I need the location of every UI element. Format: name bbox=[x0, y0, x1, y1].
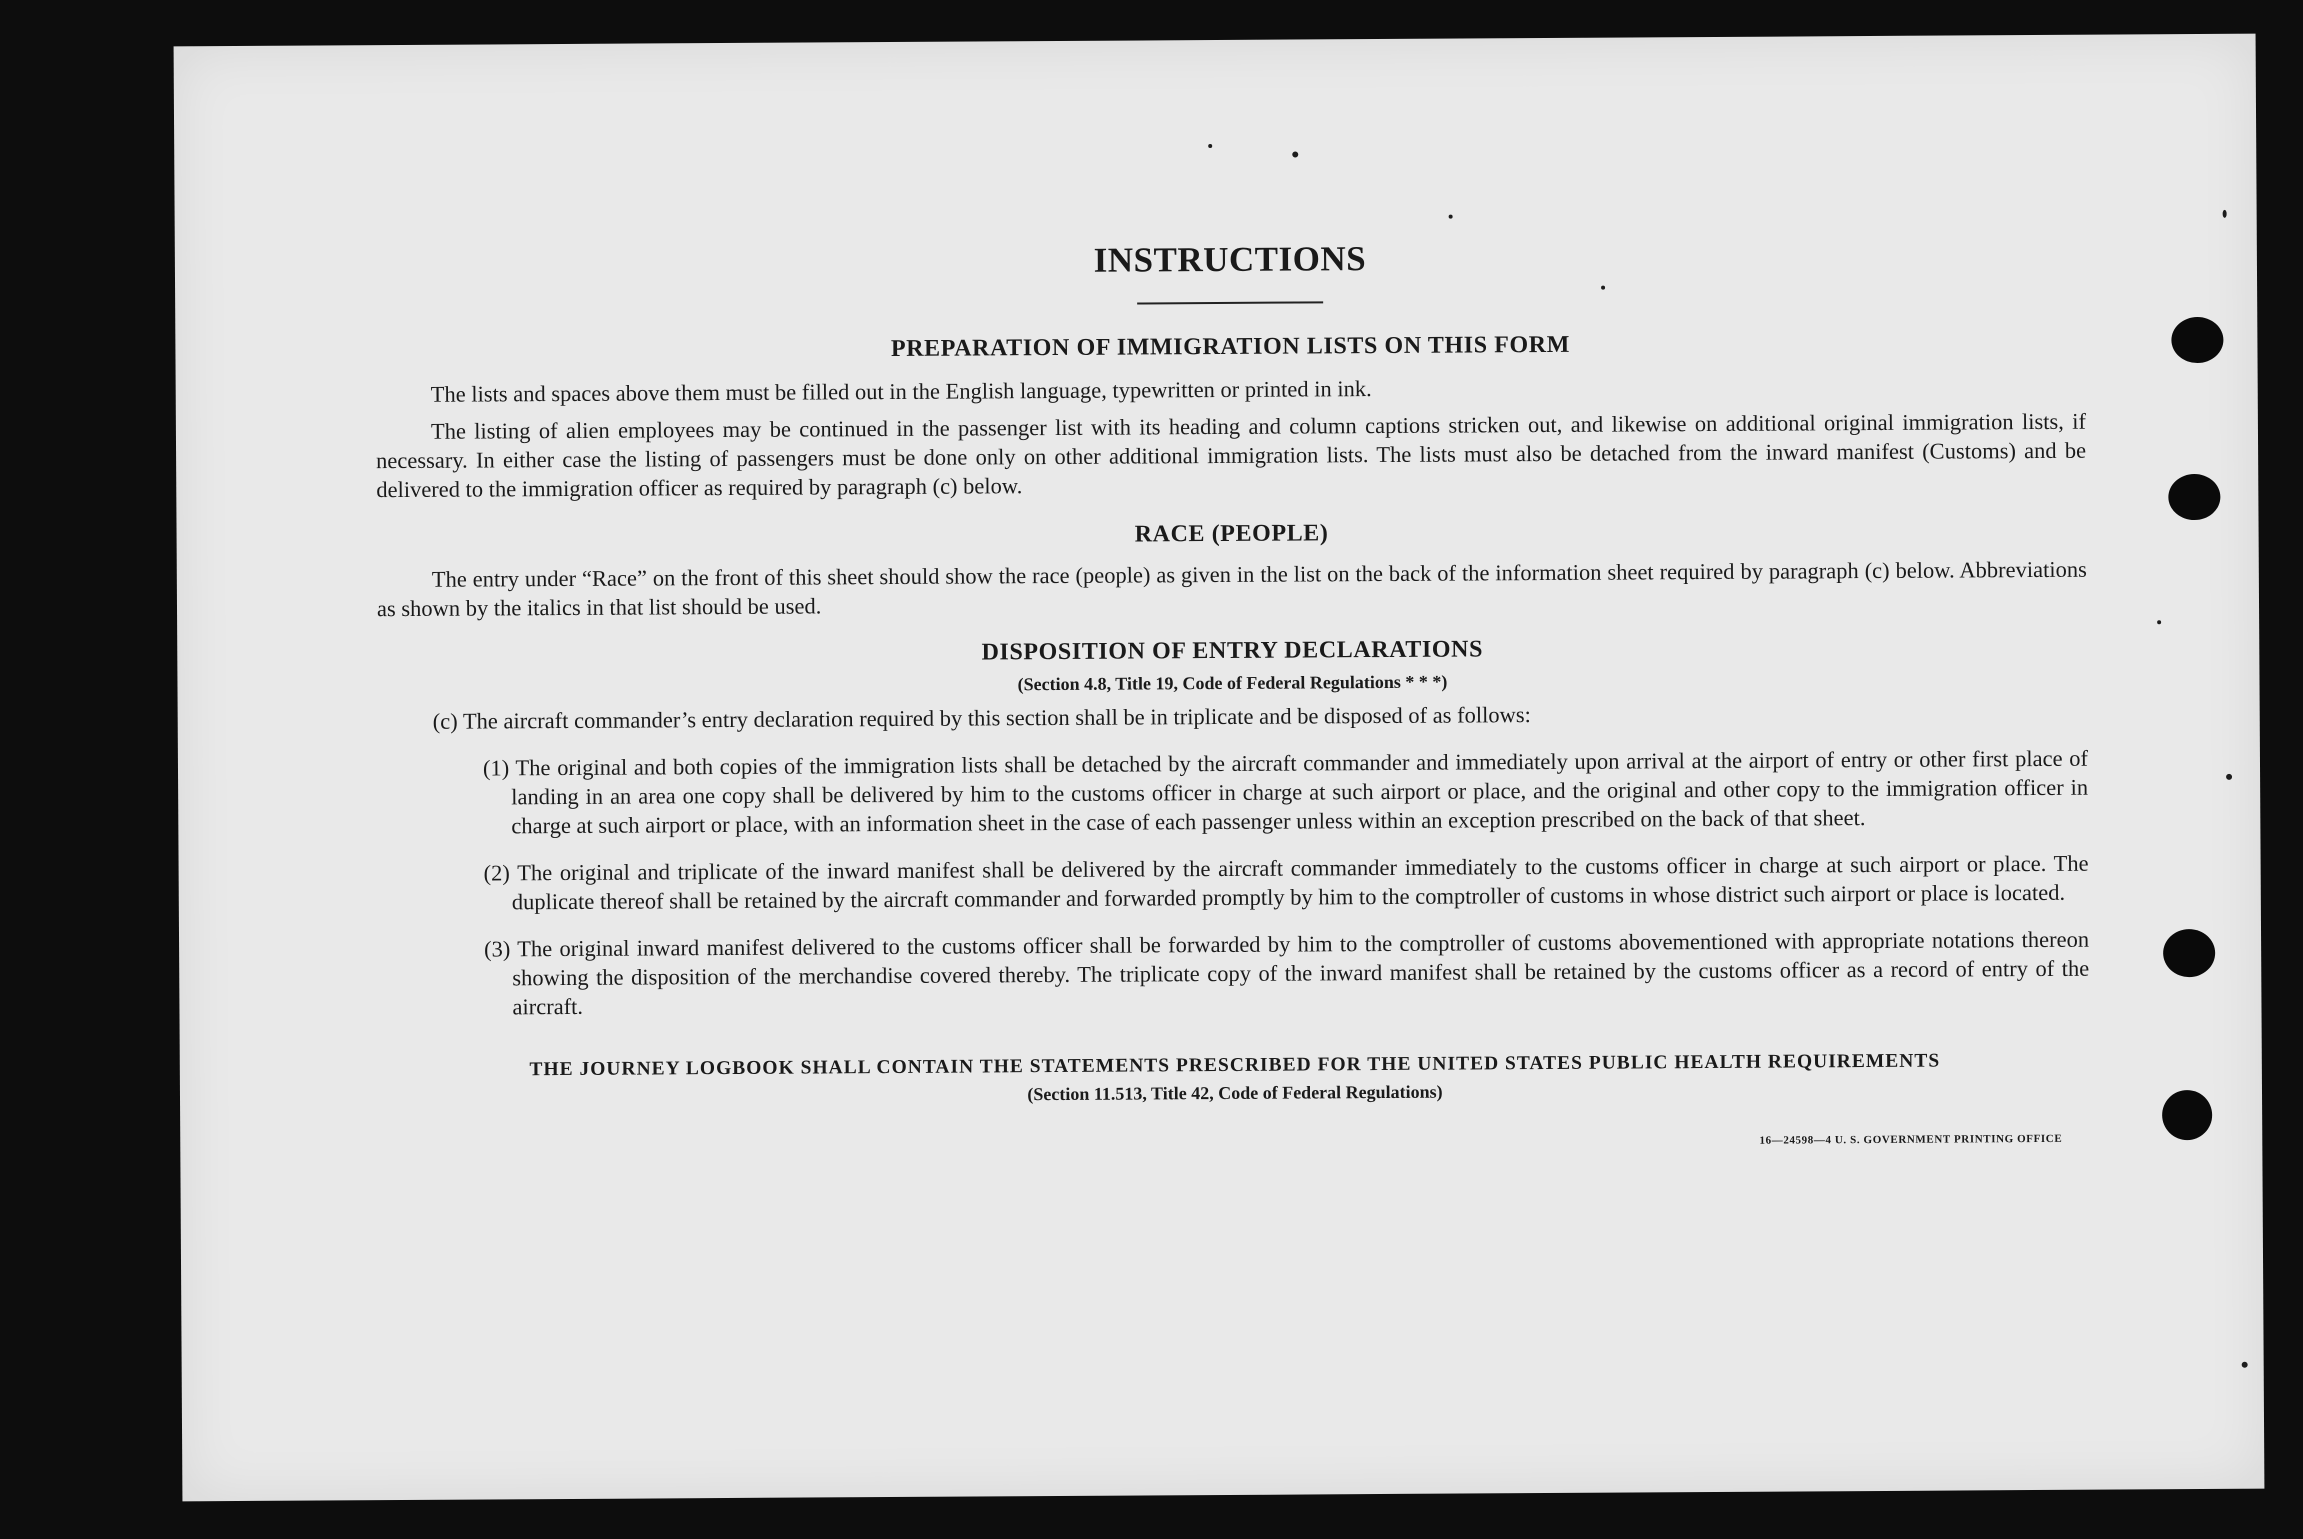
title-underline bbox=[1137, 301, 1323, 304]
public-health-statement: THE JOURNEY LOGBOOK SHALL CONTAIN THE STATEMENTS PRESCRIBED FOR THE UNITED STATES PUBLIC HEALTH REQUIREMENTS bbox=[529, 1050, 1941, 1081]
race-heading: RACE (PEOPLE) bbox=[1134, 520, 1329, 548]
instructions-content bbox=[375, 235, 2091, 1155]
disposition-item-1: (1) The original and both copies of the immigration lists shall be detached by the aircraft commander and immediately upon arrival at the airport of entry or other first place of landing in an area one copy shall be delivered by him to the customs officer in charge at such airport or place, and the original and other copy to the immigration officer in charge at such airport or place, with an information sheet in the case of each passenger unless within an exception prescribed on the back of that sheet. bbox=[482, 745, 2089, 839]
punch-hole-mark bbox=[2168, 474, 2220, 520]
preparation-heading: PREPARATION OF IMMIGRATION LISTS ON THIS FORM bbox=[890, 331, 1571, 362]
race-paragraph: The entry under “Race” on the front of this sheet should show the race (people) as given in the list on the back of the information sheet required by paragraph (c) below. Abbreviations as shown by the italics in that list should be used. bbox=[376, 556, 2087, 622]
dust-speck bbox=[2223, 210, 2227, 218]
disposition-citation: (Section 4.8, Title 19, Code of Federal Regulations * * *) bbox=[1017, 671, 1448, 695]
disposition-heading: DISPOSITION OF ENTRY DECLARATIONS bbox=[981, 636, 1484, 666]
dust-speck bbox=[2226, 774, 2232, 780]
punch-hole-mark bbox=[2163, 929, 2215, 977]
disposition-clause-c: (c) The aircraft commander’s entry declaration required by this section shall be in triplicate and be disposed of as follows: bbox=[432, 702, 1531, 734]
disposition-item-2: (2) The original and triplicate of the inward manifest shall be delivered by the aircraft commander immediately to the customs officer in charge at such airport or place. The duplicate thereof shall be retained by the aircraft commander and forwarded promptly by him to the comptroller of customs in whose district such airport or place is located. bbox=[483, 850, 2089, 915]
dust-speck bbox=[1449, 215, 1453, 219]
dust-speck bbox=[2157, 620, 2161, 624]
printer-imprint: 16—24598—4 U. S. GOVERNMENT PRINTING OFFICE bbox=[1759, 1132, 2063, 1147]
dust-speck bbox=[1208, 144, 1212, 148]
paper-sheet bbox=[174, 34, 2265, 1502]
public-health-citation: (Section 11.513, Title 42, Code of Federal Regulations) bbox=[1027, 1081, 1443, 1105]
preparation-paragraph-1: The lists and spaces above them must be filled out in the English language, typewritten or printed in ink. bbox=[430, 376, 1372, 407]
dust-speck bbox=[2242, 1362, 2248, 1368]
punch-hole-mark bbox=[2162, 1090, 2212, 1140]
preparation-paragraph-2: The listing of alien employees may be continued in the passenger list with its heading and column captions stricken out, and likewise on additional original immigration lists, if necessary. In either case the listing of passengers must be done only on other additional immigration lists. The lists must also be detached from the inward manifest (Customs) and be delivered to the immigration officer as required by paragraph (c) below. bbox=[376, 408, 2087, 503]
page-title: INSTRUCTIONS bbox=[1093, 239, 1367, 280]
punch-hole-mark bbox=[2171, 317, 2223, 363]
dust-speck bbox=[1292, 152, 1298, 158]
disposition-item-3: (3) The original inward manifest delivered to the customs officer shall be forwarded by him to the comptroller of customs abovementioned with appropriate notations thereon showing the disposition of the merchandise covered thereby. The triplicate copy of the inward manifest shall be retained by the customs officer as a record of entry of the aircraft. bbox=[484, 926, 2090, 1020]
